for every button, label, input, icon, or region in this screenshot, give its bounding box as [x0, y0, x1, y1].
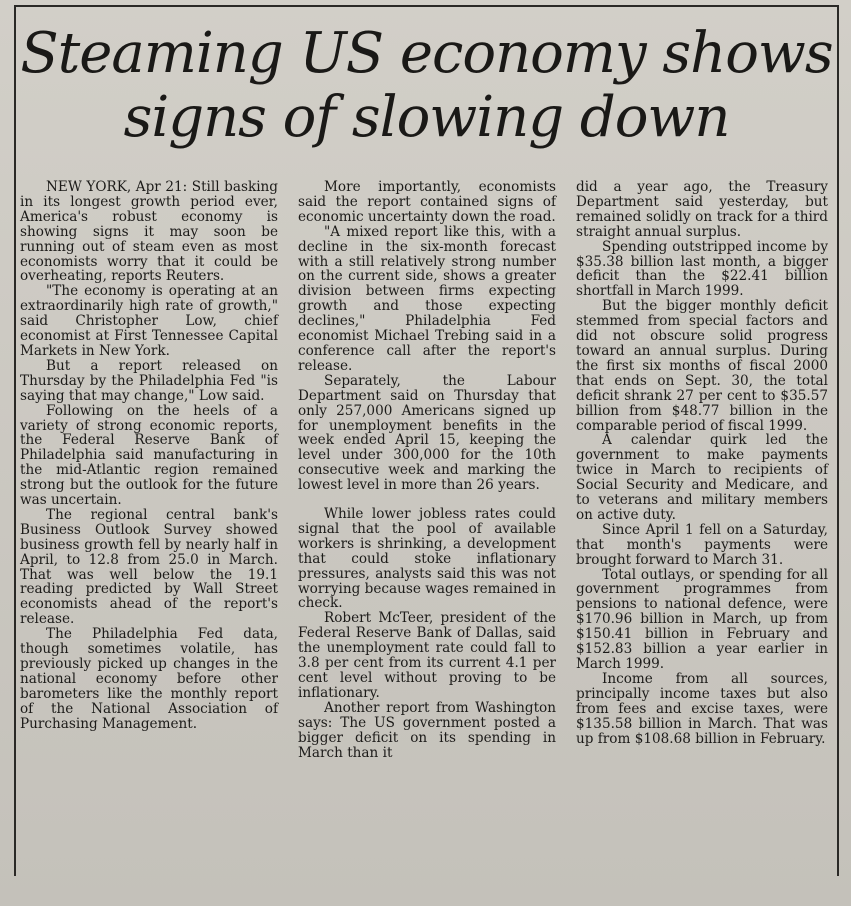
- paragraph: NEW YORK, Apr 21: Still basking in its longest growth period ever, America's robust economy is showing signs it may soon be running out of steam even as most economists worry that it could be overheating, reports Reuters.: [20, 179, 278, 285]
- paragraph: did a year ago, the Treasury Department said yesterday, but remained solidly on track for a third straight annual surplus.: [576, 179, 828, 240]
- paragraph: Spending outstripped income by $35.38 billion last month, a bigger deficit than the $22.41 billion shortfall in March 1999.: [576, 238, 828, 300]
- headline-line-1: Steaming US economy shows: [20, 21, 833, 86]
- paragraph: While lower jobless rates could signal that the pool of available workers is shrinking, a development that could stoke inflationary pressures, analysts said this was not worrying because wages remained in check.: [298, 506, 556, 612]
- paragraph: But a report released on Thursday by the Philadelphia Fed "is saying that may change," Low said.: [20, 357, 278, 404]
- paragraph: The regional central bank's Business Outlook Survey showed business growth fell by nearly half in April, to 12.8 from 25.0 in March. That was well below the 19.1 reading predicted by Wall Street economists ahead of the report's release.: [20, 506, 278, 628]
- paragraph: The Philadelphia Fed data, though sometimes volatile, has previously picked up changes in the national economy before other barometers like the monthly report of the National Association of Purchasing Management.: [20, 626, 278, 732]
- column-2: [298, 180, 556, 760]
- right-rule: [837, 5, 839, 876]
- paragraph: Following on the heels of a variety of strong economic reports, the Federal Reserve Bank of Philadelphia said manufacturing in the mid-Atlantic region remained strong but the outlook for the future was uncertain.: [20, 402, 278, 509]
- paragraph: But the bigger monthly deficit stemmed from special factors and did not obscure solid progress toward an annual surplus. During the first six months of fiscal 2000 that ends on Sept. 30, the total deficit shrank 27 per cent to $35.57 billion from $48.77 billion in the comparable period of fiscal 1999.: [576, 298, 828, 434]
- paragraph: "A mixed report like this, with a decline in the six-month forecast with a still relatively strong number on the current side, shows a greater division between firms expecting growth and those expecting declines," Philadelphia Fed economist Michael Trebing said in a conference call after the report's release.: [298, 223, 556, 374]
- paragraph: "The economy is operating at an extraordinarily high rate of growth," said Christopher Low, chief economist at First Tennessee Capital Markets in New York.: [20, 283, 278, 359]
- paragraph: Since April 1 fell on a Saturday, that month's payments were brought forward to March 31.: [576, 521, 828, 568]
- paragraph: More importantly, economists said the report contained signs of economic uncertainty down the road.: [298, 179, 556, 225]
- headline-line-2: signs of slowing down: [123, 85, 730, 150]
- paragraph: Separately, the Labour Department said on Thursday that only 257,000 Americans signed up for unemployment benefits in the week ended April 15, keeping the level under 300,000 for the 10th consecutive week and marking the lowest level in more than 26 years.: [298, 372, 556, 494]
- column-1: [20, 180, 278, 732]
- paragraph: Income from all sources, principally income taxes but also from fees and excise taxes, were $135.58 billion in March. That was up from $108.68 billion in February.: [576, 670, 828, 747]
- headline: [16, 22, 837, 150]
- paragraph: A calendar quirk led the government to make payments twice in March to recipients of Social Security and Medicare, and to veterans and military members on active duty.: [576, 432, 828, 523]
- top-rule: [14, 5, 839, 7]
- paragraph: Another report from Washington says: The US government posted a bigger deficit on its spending in March than it: [298, 699, 556, 761]
- paragraph: Robert McTeer, president of the Federal Reserve Bank of Dallas, said the unemployment rate could fall to 3.8 per cent from its current 4.1 per cent level without proving to be inflationary.: [298, 610, 556, 701]
- paragraph: Total outlays, or spending for all government programmes from pensions to national defence, were $170.96 billion in March, up from $150.41 billion in February and $152.83 billion a year earlier in March 1999.: [576, 566, 828, 672]
- column-3: [576, 180, 828, 746]
